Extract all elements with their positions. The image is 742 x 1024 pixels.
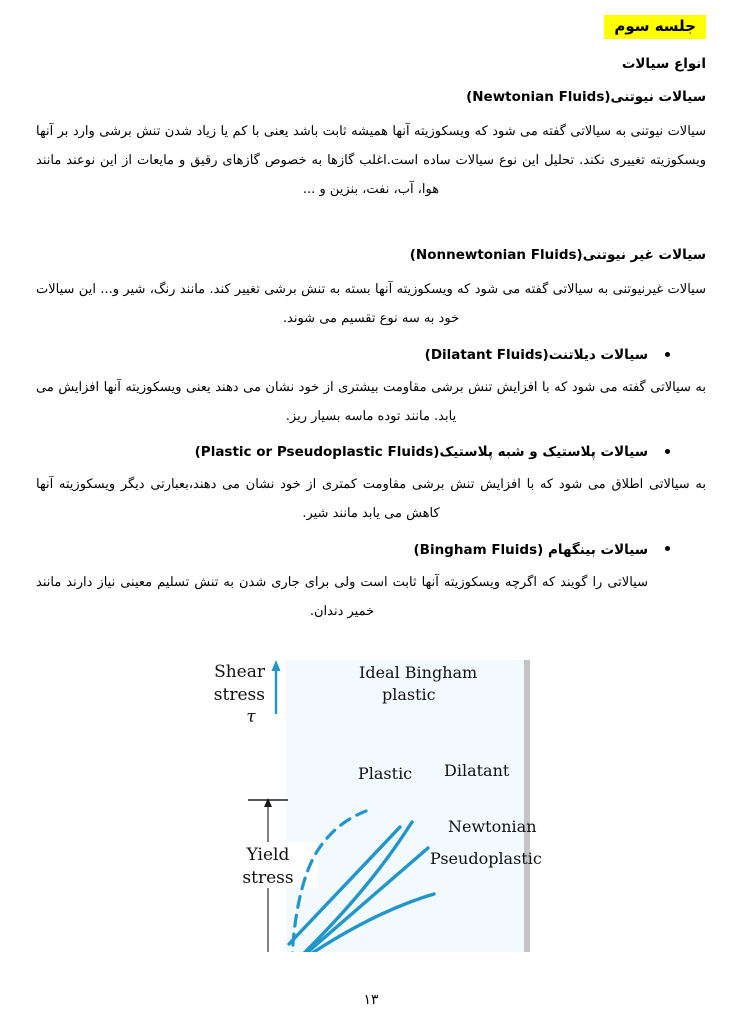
y-axis-arrow-icon: [272, 660, 281, 671]
bullet-dot-icon: [665, 449, 670, 454]
page-number: ۱۳: [363, 992, 379, 1008]
curve-label-dilatant: Dilatant: [444, 761, 510, 781]
section-spacer: [36, 208, 706, 234]
curve-label-ideal-bingham-line1: Ideal Bingham: [359, 663, 478, 683]
session-badge: جلسه سوم: [604, 15, 706, 39]
curve-label-ideal-bingham-line2: plastic: [382, 685, 436, 705]
rheology-chart-figure: [0, 652, 742, 952]
rheology-chart-svg: [0, 652, 742, 952]
y-axis: [272, 660, 281, 714]
section-heading-nonnewtonian: سیالات غیر نیوتنی(Nonnewtonian Fluids): [409, 247, 706, 264]
yield-stress-label-line1: Yield: [246, 845, 290, 866]
curve-label-newtonian: Newtonian: [448, 817, 537, 837]
bullet-heading-dilatant-label: سیالات دیلاتنت(Dilatant Fluids): [424, 346, 648, 363]
y-axis-symbol-tau: τ: [246, 707, 256, 728]
page-title: انواع سیالات: [621, 56, 706, 72]
bullet-heading-plastic: [36, 441, 706, 464]
bullet-heading-bingham-label: سیالات بینگهام (Bingham Fluids): [413, 541, 648, 558]
bullet-dot-icon: [665, 352, 670, 357]
bullet-heading-plastic-label: سیالات پلاستیک و شبه پلاستیک(Plastic or Pseudoplastic Fluids): [194, 444, 648, 461]
curve-label-plastic: Plastic: [358, 764, 413, 784]
bullet-paragraph-dilatant: به سیالاتی گفته می شود که با افزایش تنش برشی مقاومت بیشتری از خود نشان می دهند یعنی ویسکوزیته آنها افزایش می یابد. مانند توده ماسه بسیار ریز.: [36, 379, 706, 424]
y-axis-label-line1: Shear: [214, 662, 265, 683]
section-paragraph-newtonian: سیالات نیوتنی به سیالاتی گفته می شود که ویسکوزیته آنها همیشه ثابت باشد یعنی با کم یا زیاد شدن تنش برشی وارد بر آنها ویسکوزیته تغییری نکند. تحلیل این نوع سیالات ساده است.اغلب گازها به خصوص گازهای رقیق و مایعات از این نوعند مانند هوا، آب، نفت، بنزین و ...: [36, 123, 706, 198]
document-body: [36, 54, 706, 626]
y-axis-label-line2: stress: [213, 685, 265, 706]
bullet-dot-icon: [665, 546, 670, 551]
bullet-heading-dilatant: [36, 344, 706, 367]
section-heading-newtonian: سیالات نیوتنی(Newtonian Fluids): [466, 88, 706, 105]
bullet-paragraph-bingham: سیالاتی را گویند که اگرچه ویسکوزیته آنها ثابت است ولی برای جاری شدن به تنش تسلیم معینی نیاز دارند مانند خمیر دندان.: [36, 574, 648, 619]
curve-label-pseudoplastic: Pseudoplastic: [430, 849, 542, 869]
page-header: [36, 0, 706, 46]
section-paragraph-nonnewtonian: سیالات غیرنیوتنی به سیالاتی گفته می شود که ویسکوزیته آنها بسته به تنش برشی تغییر کند. مانند رنگ، شیر و... این سیالات خود به سه نوع تقسیم می شوند.: [36, 282, 706, 327]
yield-stress-label-line2: stress: [242, 868, 294, 889]
bullet-heading-bingham: [36, 539, 706, 562]
bullet-paragraph-plastic: به سیالاتی اطلاق می شود که با افزایش تنش برشی مقاومت کمتری از خود نشان می دهند،بعبارتی دیگر ویسکوزیته آنها کاهش می یابد مانند شیر.: [36, 477, 706, 522]
